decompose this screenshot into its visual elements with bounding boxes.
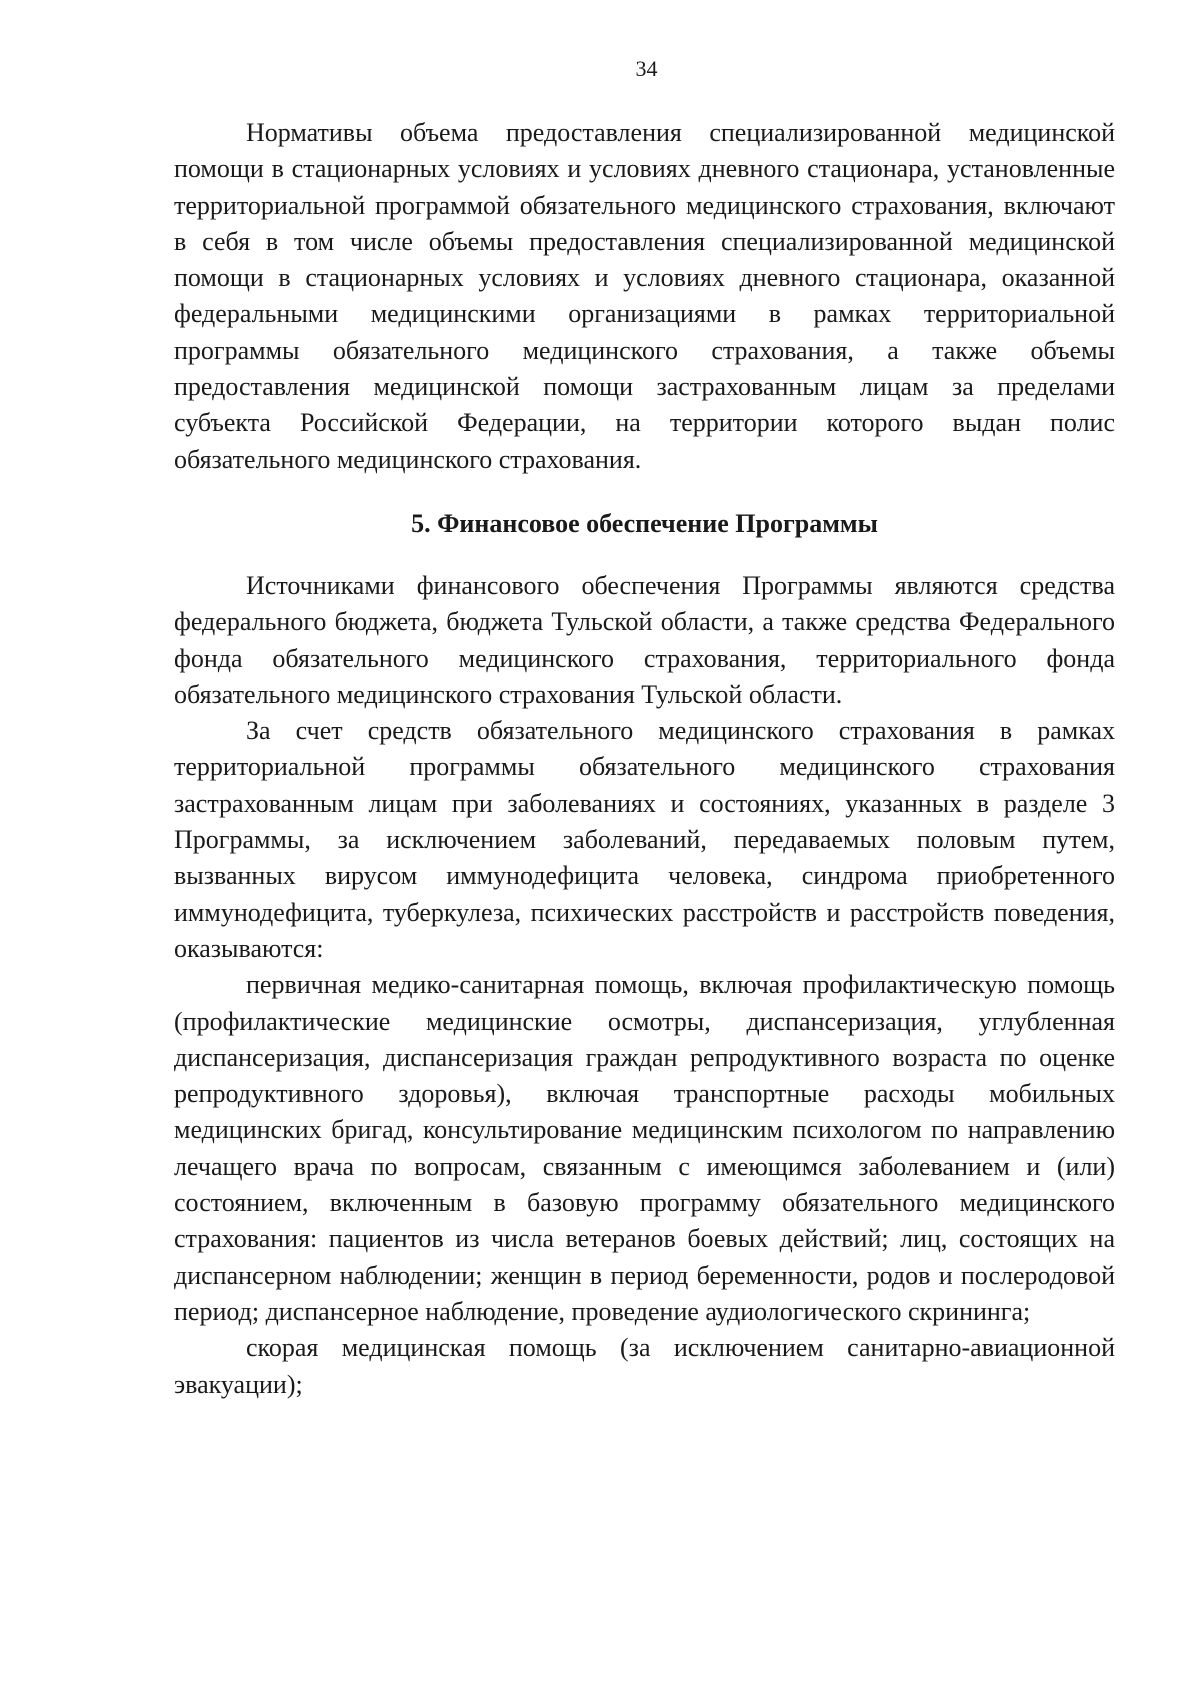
section-heading: 5. Финансовое обеспечение Программы <box>411 508 878 538</box>
paragraph-oms-coverage: За счет средств обязательного медицинского страхования в рамках территориальной программы обязательного медицинского страхования застрахованным лицам при заболеваниях и состояниях, указанных в разделе 3 Программы, за исключением заболеваний, передаваемых половым путем, вызванных вирусом иммунодефицита человека, синдрома приобретенного иммунодефицита, туберкулеза, психических расстройств и расстройств поведения, оказываются: <box>174 716 1115 963</box>
page-number: 34 <box>635 56 658 81</box>
paragraph-primary-care: первичная медико-санитарная помощь, включая профилактическую помощь (профилактические медицинские осмотры, диспансеризация, углубленная диспансеризация, диспансеризация граждан репродуктивного возраста по оценке репродуктивного здоровья), включая транспортные расходы мобильных медицинских бригад, консультирование медицинским психологом по направлению лечащего врача по вопросам, связанным с имеющимся заболеванием и (или) состоянием, включенным в базовую программу обязательного медицинского страхования: пациентов из числа ветеранов боевых действий; лиц, состоящих на диспансерном наблюдении; женщин в период беременности, родов и послеродовой период; диспансерное наблюдение, проведение аудиологического скрининга; <box>174 970 1115 1326</box>
paragraph-volume-norms: Нормативы объема предоставления специализированной медицинской помощи в стационарных условиях и условиях дневного стационара, установленные территориальной программой обязательного медицинского страхования, включают в себя в том числе объемы предоставления специализированной медицинской помощи в стационарных условиях и условиях дневного стационара, оказанной федеральными медицинскими организациями в рамках территориальной программы обязательного медицинского страхования, а также объемы предоставления медицинской помощи застрахованным лицам за пределами субъекта Российской Федерации, на территории которого выдан полис обязательного медицинского страхования. <box>174 118 1115 474</box>
document-body <box>174 115 1115 1403</box>
paragraph-funding-sources: Источниками финансового обеспечения Программы являются средства федерального бюджета, бюджета Тульской области, а также средства Федерального фонда обязательного медицинского страхования, территориального фонда обязательного медицинского страхования Тульской области. <box>174 570 1115 709</box>
paragraph-emergency-care: скорая медицинская помощь (за исключением санитарно-авиационной эвакуации); <box>174 1333 1115 1399</box>
